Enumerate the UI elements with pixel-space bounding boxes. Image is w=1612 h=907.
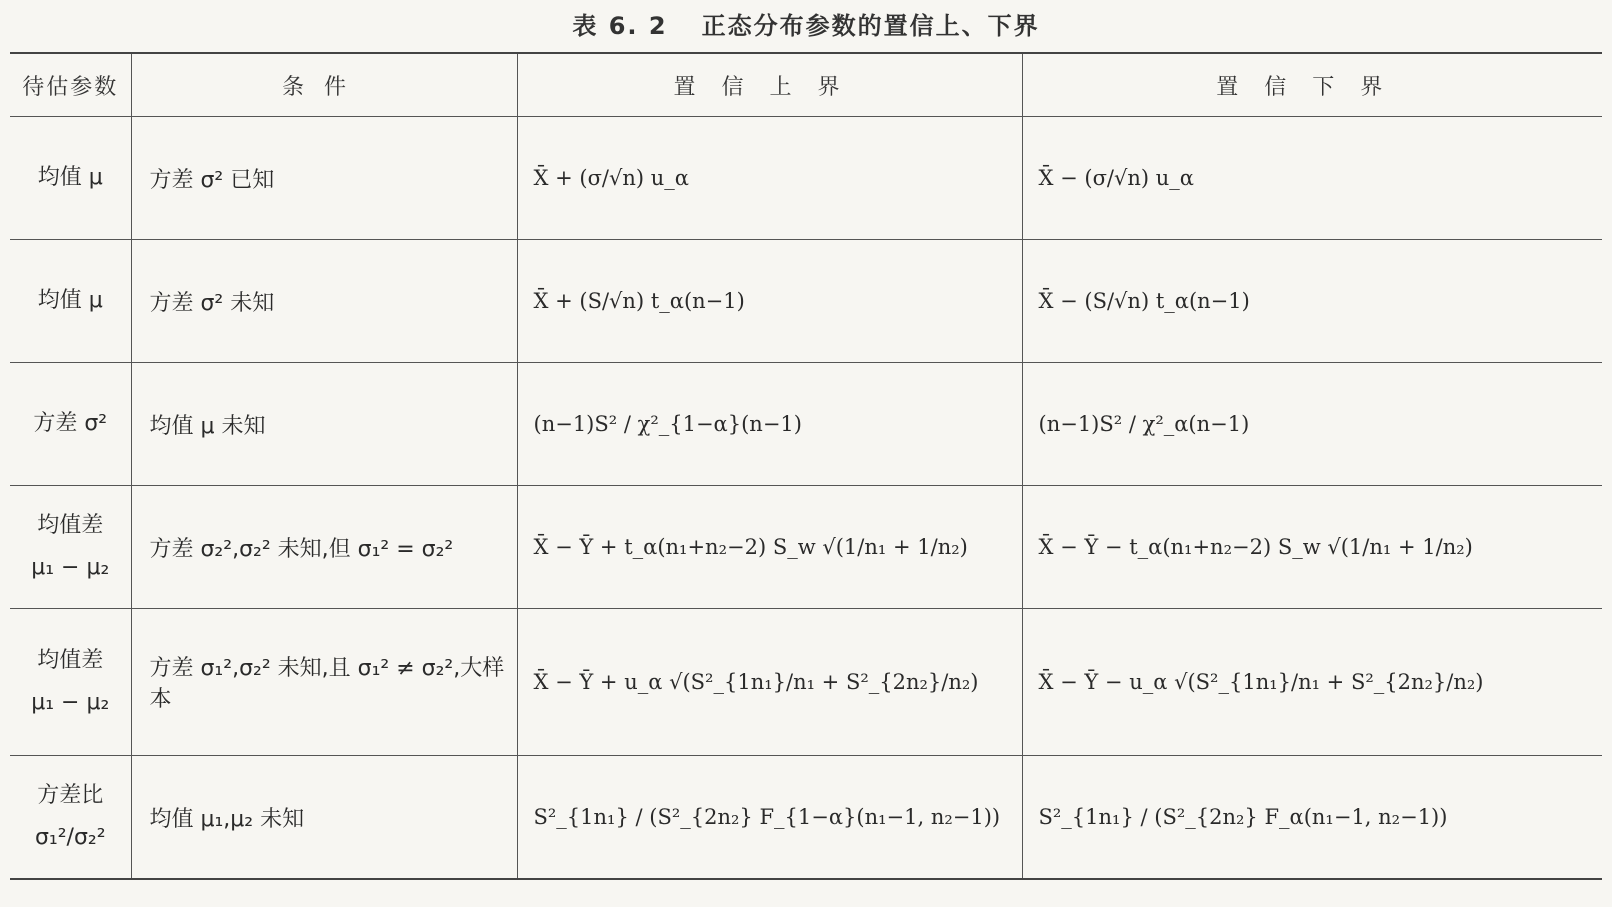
upper-bound-cell xyxy=(517,117,1022,240)
lower-bound-cell xyxy=(1022,756,1602,880)
param-label: 均值差 xyxy=(37,513,104,538)
upper-bound-cell xyxy=(517,609,1022,756)
lower-bound-cell xyxy=(1022,117,1602,240)
header-upper: 置信上界 xyxy=(517,53,1022,117)
table-title: 正态分布参数的置信上、下界 xyxy=(701,12,1040,40)
table-row xyxy=(10,117,1602,240)
formula: (n−1)S² / χ²_α(n−1) xyxy=(1038,411,1250,436)
condition-cell: 均值 μ₁,μ₂ 未知 xyxy=(131,756,517,880)
upper-bound-cell xyxy=(517,363,1022,486)
formula: X̄ + (S/√n) t_α(n−1) xyxy=(533,288,745,313)
param-sublabel: μ₁ − μ₂ xyxy=(31,690,110,715)
formula: S²_{1n₁} / (S²_{2n₂} F_α(n₁−1, n₂−1)) xyxy=(1038,804,1448,829)
formula: X̄ − Ȳ + u_α √(S²_{1n₁}/n₁ + S²_{2n₂}/n₂) xyxy=(533,669,979,694)
param-cell xyxy=(10,117,131,240)
param-sublabel: σ₁²/σ₂² xyxy=(34,825,106,850)
lower-bound-cell xyxy=(1022,486,1602,609)
table-row xyxy=(10,756,1602,880)
lower-bound-cell xyxy=(1022,609,1602,756)
header-lower: 置信下界 xyxy=(1022,53,1602,117)
formula: (n−1)S² / χ²_{1−α}(n−1) xyxy=(533,411,802,436)
param-label: 均值 μ xyxy=(37,288,103,313)
param-cell xyxy=(10,240,131,363)
param-sublabel: μ₁ − μ₂ xyxy=(31,555,110,580)
formula: X̄ − Ȳ − t_α(n₁+n₂−2) S_w √(1/n₁ + 1/n₂) xyxy=(1038,534,1473,559)
table-caption xyxy=(0,6,1612,41)
param-cell xyxy=(10,363,131,486)
formula: X̄ − Ȳ − u_α √(S²_{1n₁}/n₁ + S²_{2n₂}/n₂) xyxy=(1038,669,1484,694)
formula: S²_{1n₁} / (S²_{2n₂} F_{1−α}(n₁−1, n₂−1)) xyxy=(533,804,1001,829)
table-row xyxy=(10,363,1602,486)
upper-bound-cell xyxy=(517,486,1022,609)
header-row xyxy=(10,53,1602,117)
formula: X̄ − (σ/√n) u_α xyxy=(1038,165,1194,190)
table-row xyxy=(10,240,1602,363)
formula: X̄ − Ȳ + t_α(n₁+n₂−2) S_w √(1/n₁ + 1/n₂) xyxy=(533,534,968,559)
param-label: 均值差 xyxy=(37,648,104,673)
confidence-bounds-table xyxy=(10,52,1602,880)
param-cell xyxy=(10,486,131,609)
formula: X̄ + (σ/√n) u_α xyxy=(533,165,689,190)
table-row xyxy=(10,486,1602,609)
formula: X̄ − (S/√n) t_α(n−1) xyxy=(1038,288,1250,313)
table-row xyxy=(10,609,1602,756)
upper-bound-cell xyxy=(517,756,1022,880)
condition-cell: 均值 μ 未知 xyxy=(131,363,517,486)
lower-bound-cell xyxy=(1022,363,1602,486)
param-label: 方差 σ² xyxy=(33,411,108,436)
condition-cell: 方差 σ₂²,σ₂² 未知,但 σ₁² = σ₂² xyxy=(131,486,517,609)
condition-cell: 方差 σ₁²,σ₂² 未知,且 σ₁² ≠ σ₂²,大样本 xyxy=(131,609,517,756)
header-param: 待估参数 xyxy=(10,53,131,117)
upper-bound-cell xyxy=(517,240,1022,363)
param-label: 方差比 xyxy=(37,783,104,808)
table-number: 表 6. 2 xyxy=(572,12,668,40)
condition-cell: 方差 σ² 未知 xyxy=(131,240,517,363)
lower-bound-cell xyxy=(1022,240,1602,363)
param-label: 均值 μ xyxy=(37,165,103,190)
param-cell xyxy=(10,609,131,756)
condition-cell: 方差 σ² 已知 xyxy=(131,117,517,240)
header-condition: 条件 xyxy=(131,53,517,117)
param-cell xyxy=(10,756,131,880)
